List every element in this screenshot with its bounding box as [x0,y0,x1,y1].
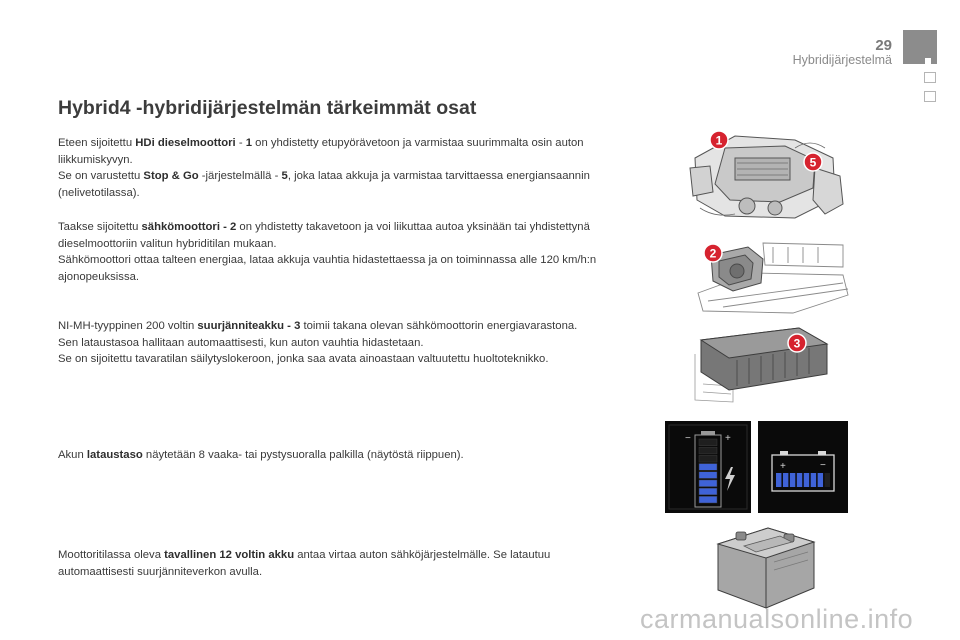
terminal-negative [780,451,788,455]
emphasis-diesel: HDi dieselmoottori [135,137,236,149]
charge-level-horizontal-screen [758,421,848,513]
watermark: carmanualsonline.info [640,604,914,634]
paragraph-diesel-engine [58,135,618,201]
battery-terminal [701,431,715,435]
hv-battery-illustration [693,324,833,404]
section-title: Hybridijärjestelmä [792,53,892,67]
text: on yhdistetty takavetoon ja voi liikuttaa autoa yksinään tai yhdistettynä dieselmoottoriin valitun hybriditilan mukaan. [58,221,590,250]
charge-bar-horizontal [790,473,795,487]
emphasis-electric-motor: sähkömoottori - 2 [141,221,237,233]
callout-3-label: 3 [793,336,801,351]
charge-level-vertical-screen [665,421,751,513]
text: antaa virtaa auton sähköjärjestelmälle. Se latautuu automaattisesti suurjänniteverkon avulla. [58,549,551,578]
text: toimii takana olevan sähkömoottorin energiavarastona. [300,320,578,332]
text: on yhdistetty etupyörävetoon ja varmistaa suurimmalta osin auton liikkumiskyvyn. [58,137,584,166]
text: , joka lataa akkuja ja varmistaa tarvittaessa energiansaannin (nelivetotilassa). [58,170,590,199]
callout-2-label: 2 [709,246,717,261]
text: näytetään 8 vaaka- tai pystysuoralla palkilla (näytöstä riippuen). [142,449,464,461]
paragraph-electric-motor [58,219,618,285]
charge-bar-vertical [699,464,717,471]
charge-bar-vertical [699,496,717,503]
paragraph-charge-level [58,447,618,464]
minus-sign: − [685,433,691,444]
plus-sign: + [780,461,786,472]
terminal-positive [818,451,826,455]
charge-bar-vertical [699,488,717,495]
text: -järjestelmällä - [198,170,282,182]
page-number: 29 [875,37,892,54]
emphasis-hv-battery: suurjänniteakku - 3 [197,320,301,332]
paragraph-hv-battery [58,318,618,368]
charge-bar-horizontal [804,473,809,487]
callout-5-label: 5 [809,155,817,170]
text: Taakse sijoitettu [58,221,142,233]
text: Akun [58,449,87,461]
charge-bar-horizontal [776,473,781,487]
text: Se on varustettu [58,170,144,182]
charge-bar-horizontal [783,473,788,487]
charge-bar-vertical [699,447,717,454]
text: Sähkömoottori ottaa talteen energiaa, lataa akkuja vauhtia hidastettaessa ja on toiminnassa alle 120 km/h:n ajonopeuksissa. [58,254,597,283]
emphasis-ref-5: 5 [281,170,288,182]
diesel-engine-illustration [675,118,855,226]
charge-bar-vertical [699,455,717,462]
emphasis-12v-battery: tavallinen 12 voltin akku [164,549,295,561]
page-title: Hybrid4 -hybridijärjestelmän tärkeimmät osat [58,97,477,119]
emphasis-stop-go: Stop & Go [143,170,199,182]
tab-box-lower [924,91,936,102]
text: Moottoritilassa oleva [58,549,165,561]
charge-bar-vertical [699,472,717,479]
emphasis-ref-1: 1 [245,137,253,149]
chapter-tab [903,30,937,64]
text: Se on sijoitettu tavaratilan säilytyslokeroon, jonka saa avata ainoastaan valtuutettu huoltoteknikko. [58,353,549,365]
tab-dot [925,58,931,64]
emphasis-charge-level: lataustaso [86,449,143,461]
text: NI-MH-tyyppinen 200 voltin [58,320,198,332]
paragraph-12v-battery [58,547,618,580]
text: - [235,137,246,149]
terminal-left [736,532,746,540]
charge-bar-horizontal [818,473,823,487]
minus-sign: − [820,460,826,471]
text: Sen lataustasoa hallitaan automaattisesti, kun auton vauhtia hidastetaan. [58,336,424,349]
text: Eteen sijoitettu [58,137,136,149]
charge-bar-horizontal [825,473,830,487]
tab-box-upper [924,72,936,83]
charge-bar-horizontal [811,473,816,487]
plus-sign: + [725,433,731,444]
callout-1-label: 1 [715,133,723,148]
charge-bar-vertical [699,480,717,487]
charge-bar-horizontal [797,473,802,487]
12v-battery-illustration [708,518,824,614]
charge-bar-vertical [699,439,717,446]
electric-motor-illustration [693,233,853,315]
